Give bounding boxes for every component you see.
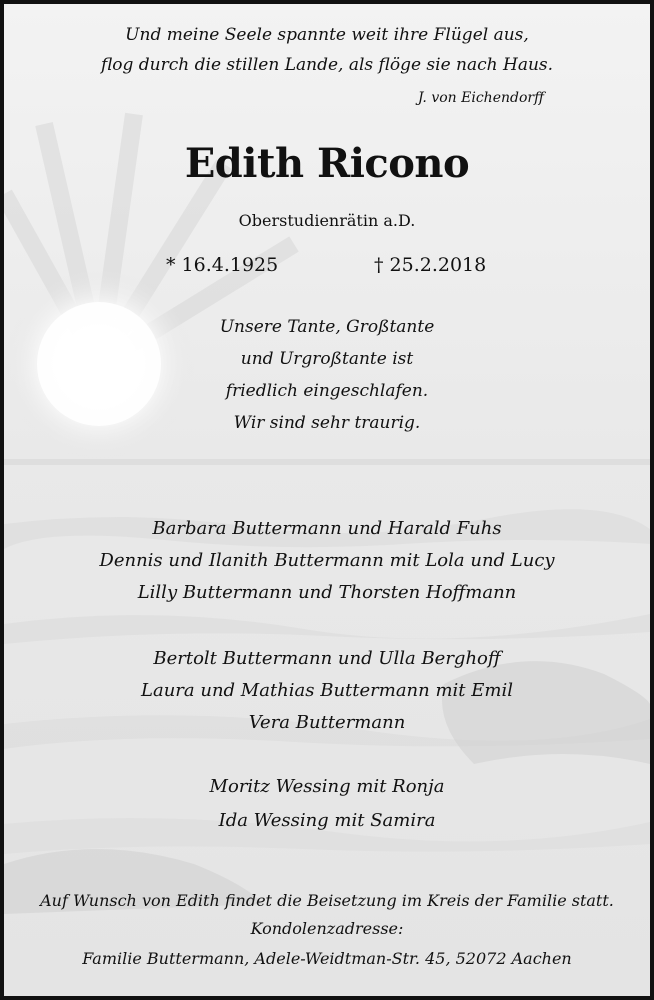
mourner-line: Bertolt Buttermann und Ulla Berghoff [153,648,501,669]
birth-date: * 16.4.1925 [166,254,279,276]
mourner-line: Dennis und Ilanith Buttermann mit Lola und Lucy [99,550,555,571]
burial-note: Auf Wunsch von Edith findet die Beisetzung im Kreis der Familie statt. [40,891,614,910]
deceased-name: Edith Ricono [184,140,470,187]
message-line: friedlich eingeschlafen. [225,381,429,401]
death-date: † 25.2.2018 [374,254,487,276]
mourner-line: Vera Buttermann [248,712,406,733]
mourner-line: Lilly Buttermann und Thorsten Hoffmann [137,582,517,603]
condolence-address-label: Kondolenzadresse: [250,919,404,938]
poem-line-2: flog durch die stillen Lande, als flöge sie nach Haus. [100,55,554,75]
mourner-line: Moritz Wessing mit Ronja [209,776,445,797]
mourner-line: Barbara Buttermann und Harald Fuhs [152,518,502,539]
poem-line-1: Und meine Seele spannte weit ihre Flügel aus, [125,25,529,45]
poem-author: J. von Eichendorff [417,90,544,106]
mourner-line: Laura und Mathias Buttermann mit Emil [141,680,513,701]
deceased-title: Oberstudienrätin a.D. [238,211,416,230]
message-line: Unsere Tante, Großtante [219,317,435,337]
condolence-address: Familie Buttermann, Adele-Weidtman-Str. 45, 52072 Aachen [82,949,572,968]
message-line: Wir sind sehr traurig. [233,413,421,433]
message-line: und Urgroßtante ist [240,349,414,369]
mourner-line: Ida Wessing mit Samira [218,810,436,831]
